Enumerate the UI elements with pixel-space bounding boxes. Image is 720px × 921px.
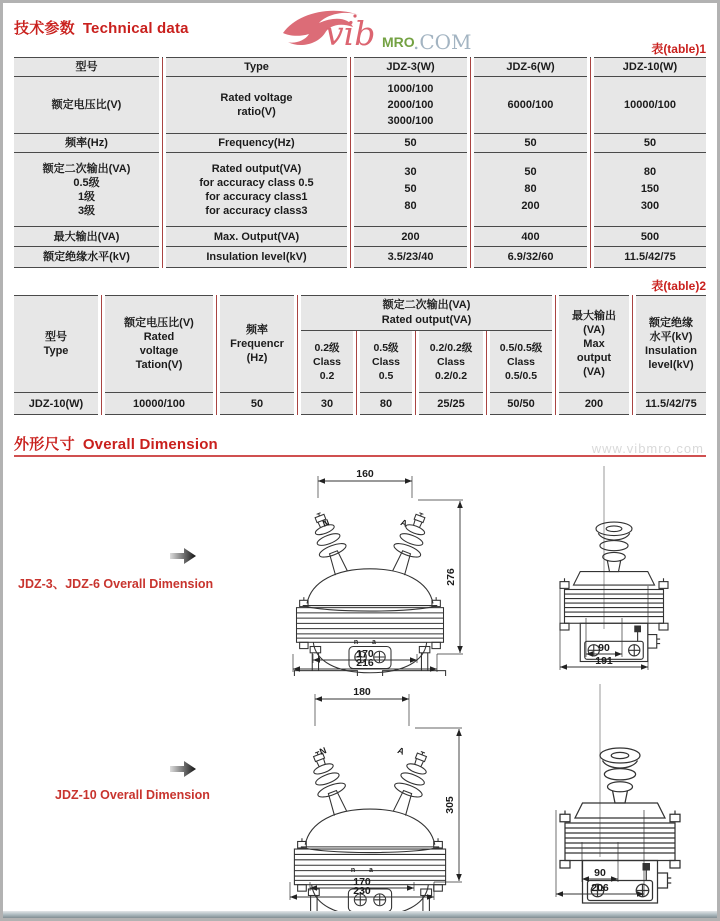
dim-outer: 191 <box>595 655 613 667</box>
table-cell: 最大输出 (VA) Max output (VA) <box>559 295 629 393</box>
table-row <box>14 227 706 247</box>
section-title-overall-dimension <box>14 433 218 454</box>
dim-height: 276 <box>445 568 457 586</box>
table-row <box>14 77 706 134</box>
table-cell: 10000/100 <box>594 77 706 134</box>
table-cell: Max. Output(VA) <box>166 227 347 247</box>
table-cell: 额定二次输出(VA) 0.5级 1级 3级 <box>14 153 159 227</box>
table-cell: Type <box>166 57 347 77</box>
section-title-en: Overall Dimension <box>82 436 218 453</box>
table-cell: Insulation level(kV) <box>166 247 347 268</box>
terminal-label: a <box>372 639 376 646</box>
pointer-arrow-icon <box>168 545 198 567</box>
table-cell: JDZ-10(W) <box>14 393 98 415</box>
section-title-zh: 外形尺寸 <box>14 436 75 453</box>
table-cell: 0.2/0.2级 Class 0.2/0.2 <box>419 331 483 393</box>
dim-inner: 170 <box>356 648 374 660</box>
table-cell: 1000/100 2000/100 3000/100 <box>354 77 467 134</box>
table-cell: 最大输出(VA) <box>14 227 159 247</box>
table-cell: 11.5/42/75 <box>594 247 706 268</box>
column-divider <box>162 57 163 77</box>
table-cell: 50 <box>474 134 587 153</box>
table-cell: 50 <box>594 134 706 153</box>
jdz3-6-side-view-drawing <box>514 464 694 676</box>
jdz10-front-view-drawing <box>254 676 470 914</box>
logo-mro-text: MRO <box>382 34 415 50</box>
table-cell: 50 <box>220 393 294 415</box>
terminal-label: a <box>369 867 373 874</box>
table-cell: 80 <box>360 393 412 415</box>
table-cell: 50/50 <box>490 393 552 415</box>
table-cell: 30 <box>301 393 353 415</box>
bushing-label: N <box>318 745 328 757</box>
table-row <box>14 393 706 415</box>
table-cell: 30 50 80 <box>354 153 467 227</box>
pointer-arrow-icon <box>168 758 198 780</box>
watermark: www.vibmro.com <box>591 441 704 456</box>
table-cell: 80 150 300 <box>594 153 706 227</box>
table1 <box>14 57 706 268</box>
table-cell: 200 <box>559 393 629 415</box>
table-row <box>14 57 706 77</box>
dimension-lines <box>290 686 462 900</box>
table-cell: 额定绝缘水平(kV) <box>14 247 159 268</box>
bushing-label: A <box>399 517 409 529</box>
section-title-zh: 技术参数 <box>14 20 75 37</box>
dim-outer: 230 <box>353 885 371 897</box>
table-cell: 200 <box>354 227 467 247</box>
dim-outer: 206 <box>591 882 609 894</box>
table-cell: 3.5/23/40 <box>354 247 467 268</box>
dim-inner: 90 <box>594 867 606 879</box>
dim-top: 160 <box>356 468 374 480</box>
jdz10-side-view-drawing <box>500 682 700 914</box>
dim-top: 180 <box>353 686 371 698</box>
bushing-label: N <box>321 517 331 529</box>
vibmro-logo <box>279 3 479 57</box>
table-cell: 型号 <box>14 57 159 77</box>
jdz3-6-front-view-drawing <box>260 464 470 676</box>
dimension-lines <box>293 468 463 672</box>
jdz10-dimension-label: JDZ-10 Overall Dimension <box>55 788 210 802</box>
table-cell: 11.5/42/75 <box>636 393 706 415</box>
table-cell: 0.5级 Class 0.5 <box>360 331 412 393</box>
table-cell: 500 <box>594 227 706 247</box>
section-title-technical-data <box>14 17 189 38</box>
table-cell: 额定电压比(V) <box>14 77 159 134</box>
table-cell: 频率 Frequencr (Hz) <box>220 295 294 393</box>
bushing-label: A <box>396 745 406 757</box>
table-cell: 10000/100 <box>105 393 213 415</box>
table-cell: 额定电压比(V) Rated voltage Tation(V) <box>105 295 213 393</box>
table-cell: 6.9/32/60 <box>474 247 587 268</box>
rated-output-group <box>301 295 552 393</box>
table1-tag: 表(table)1 <box>651 42 706 56</box>
dim-inner: 170 <box>353 876 371 888</box>
logo-com-text: .COM <box>413 30 472 54</box>
dim-outer: 216 <box>356 657 374 669</box>
table-row <box>14 134 706 153</box>
table-cell: 50 80 200 <box>474 153 587 227</box>
logo-script-text: vib <box>325 14 376 53</box>
table-cell: 400 <box>474 227 587 247</box>
table-cell: 0.2级 Class 0.2 <box>301 331 353 393</box>
table-row <box>14 247 706 268</box>
table-cell: 型号 Type <box>14 295 98 393</box>
jdz3-6-dimension-label: JDZ-3、JDZ-6 Overall Dimension <box>18 577 214 591</box>
section-title-en: Technical data <box>82 20 189 37</box>
terminal-label: n <box>353 639 359 646</box>
page-bottom-border <box>3 911 717 918</box>
table-cell: JDZ-3(W) <box>354 57 467 77</box>
table-cell: 额定绝缘 水平(kV) Insulation level(kV) <box>636 295 706 393</box>
table2-tag: 表(table)2 <box>651 279 706 293</box>
table-cell: Rated voltage ratio(V) <box>166 77 347 134</box>
table-cell: Rated output(VA) for accuracy class 0.5 for accuracy class1 for accuracy class3 <box>166 153 347 227</box>
table-row <box>14 153 706 227</box>
table-cell: Frequency(Hz) <box>166 134 347 153</box>
table-cell: 25/25 <box>419 393 483 415</box>
dim-inner: 90 <box>598 642 610 654</box>
table-cell: JDZ-10(W) <box>594 57 706 77</box>
table-cell: 6000/100 <box>474 77 587 134</box>
dim-height: 305 <box>444 796 456 814</box>
table2 <box>14 295 706 415</box>
table-cell: 50 <box>354 134 467 153</box>
table-row <box>14 295 706 393</box>
terminal-label: n <box>350 867 356 874</box>
table-cell: JDZ-6(W) <box>474 57 587 77</box>
group-header: 额定二次输出(VA) Rated output(VA) <box>301 295 552 331</box>
table-cell: 频率(Hz) <box>14 134 159 153</box>
table-cell: 0.5/0.5级 Class 0.5/0.5 <box>490 331 552 393</box>
